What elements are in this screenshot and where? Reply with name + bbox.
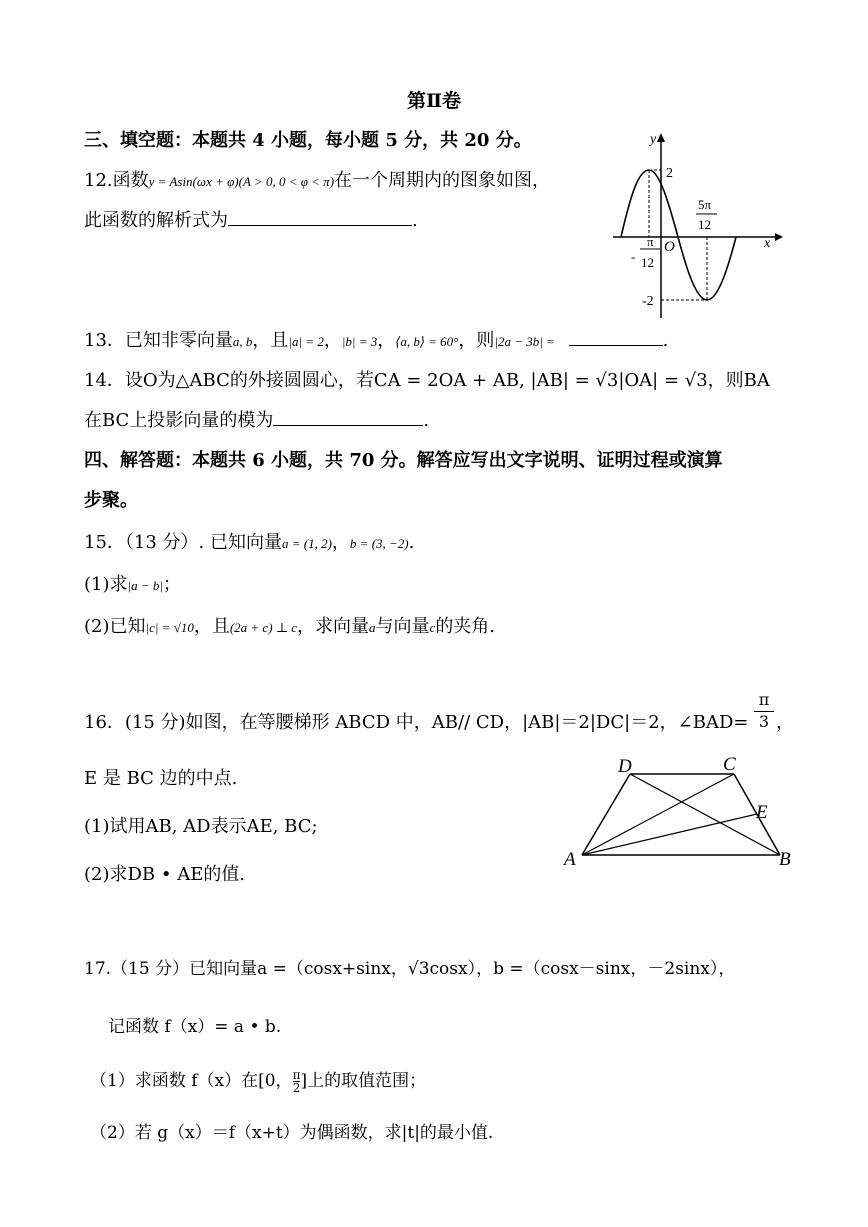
q15-p2-mid3: 与向量 [375, 616, 430, 637]
q12-formula: y = Asin(ωx + φ)(A > 0, 0 < φ < π) [148, 174, 335, 189]
q12-sine-graph [610, 128, 790, 318]
label-e: E [756, 802, 768, 823]
q14-line1: 14．设O为△ABC的外接圆圆心，若CA = 2OA + AB, |AB| = √3|OA| = √3，则BA [84, 370, 770, 391]
q15-p2-a: a [369, 620, 376, 635]
q17-p1-prefix: （1）求函数 f（x）在[0， [90, 1071, 293, 1091]
q13-cond1: |a| = 2 [288, 334, 324, 349]
q15-p1-expr: |a − b| [127, 578, 163, 593]
q15-vec-a: a = (1, 2) [281, 536, 332, 551]
label-a: A [564, 849, 576, 870]
q17-p1-frac-den: 2 [292, 1081, 301, 1095]
q15-p2-mid2: ，求向量 [297, 616, 370, 637]
origin-label: O [664, 239, 675, 255]
left-tick-denominator: 12 [641, 255, 654, 270]
q15-p1-end: ； [162, 574, 181, 595]
section-4-heading-line2: 步聚。 [84, 490, 138, 511]
q13-prefix: 13．已知非零向量 [84, 330, 233, 351]
q12-answer-blank [228, 209, 412, 226]
q13-expr: |2a − 3b| = [494, 334, 555, 349]
q17-line2: 记函数 f（x）= a • b. [108, 1017, 282, 1037]
q14-line2-text: 在BC上投影向量的模为 [84, 410, 274, 431]
q15-sep: ， [331, 532, 350, 553]
q15-p2-end: 的夹角. [435, 616, 496, 637]
q15-p2-prefix: (2)已知 [84, 616, 146, 637]
q13-cond2: |b| = 3 [341, 334, 378, 349]
q12-line1 [84, 166, 550, 192]
q12-prefix: 12.函数 [84, 170, 149, 191]
label-b: B [779, 849, 791, 870]
q15-part2 [84, 612, 495, 638]
q16-frac-den: 3 [754, 711, 774, 731]
min-value-label: -2 [642, 294, 654, 309]
q16-part2: (2)求DB • AE的值. [84, 864, 246, 885]
q15-prefix: 15．（13 分）. 已知向量 [84, 532, 282, 553]
y-axis-label: y [650, 132, 657, 147]
section-4-heading-line1: 四、解答题：本题共 6 小题，共 70 分。解答应写出文字说明、证明过程或演算 [84, 450, 723, 471]
q16-trapezoid-figure [560, 752, 800, 877]
max-value-label: 2 [666, 166, 673, 181]
q15-p1-prefix: (1)求 [84, 574, 128, 595]
q16-line1 [84, 708, 748, 734]
left-tick-sign: - [631, 249, 636, 264]
q16-line1-end: ， [776, 712, 794, 733]
q13-vars: a, b [232, 334, 253, 349]
q16-frac [754, 690, 774, 731]
q17-p1-frac-num: π [292, 1068, 301, 1082]
q15-p2-mid: ，且 [193, 616, 230, 637]
y-axis-arrow-icon [657, 133, 665, 142]
q16-frac-num: π [758, 690, 770, 709]
q13-sep1: ， [323, 330, 342, 351]
q12-line2-text: 此函数的解析式为 [84, 210, 228, 231]
label-c: C [723, 754, 736, 775]
q12-suffix: 在一个周期内的图象如图， [334, 170, 551, 191]
q15-p2-expr1: |c| = √10 [145, 620, 194, 635]
q12-end: . [412, 210, 418, 231]
page-title: 第Ⅱ卷 [406, 90, 461, 112]
right-tick-numerator: 5π [698, 197, 712, 212]
segment-ac [582, 774, 734, 855]
q13-end: . [662, 330, 669, 351]
q16-line2: E 是 BC 边的中点. [84, 768, 238, 789]
q17-part2: （2）若 g（x）＝f（x+t）为偶函数，求|t|的最小值. [90, 1123, 494, 1143]
q15-part1 [84, 570, 181, 596]
label-d: D [618, 756, 632, 777]
q15-p2-expr2: (2a + c) ⊥ c [229, 620, 298, 635]
q13-cond3: ⟨a, b⟩ = 60° [395, 334, 459, 349]
q16-line1-text: 16．(15 分)如图，在等腰梯形 ABCD 中，AB// CD，|AB|＝2|DC|＝2，∠BAD= [84, 712, 749, 733]
q15-vec-b: b = (3, −2) [349, 536, 409, 551]
q12-line2 [84, 206, 418, 232]
x-axis-arrow-icon [775, 233, 783, 241]
q17-p1-suffix: ]上的取值范围； [300, 1071, 427, 1091]
left-tick-numerator: π [647, 234, 654, 249]
section-3-heading: 三、填空题：本题共 4 小题，每小题 5 分，共 20 分。 [84, 130, 532, 151]
q15-line1 [84, 528, 414, 554]
q15-p2-c: c [429, 620, 436, 635]
q13-sep2: ， [377, 330, 396, 351]
segment-ae [582, 814, 757, 855]
q16-part1: (1)试用AB, AD表示AE, BC; [84, 816, 318, 837]
q14-line2 [84, 406, 429, 432]
q13-c2: ，则 [458, 330, 495, 351]
q13-line [84, 326, 668, 352]
q15-line1-end: . [408, 532, 415, 553]
q13-answer-blank [569, 329, 663, 346]
q13-c1: ，且 [252, 330, 289, 351]
q17-line1: 17.（15 分）已知向量a =（cosx+sinx，√3cosx），b =（cosx－sinx，－2sinx）， [84, 959, 736, 979]
q17-part1 [90, 1066, 426, 1094]
right-tick-denominator: 12 [698, 217, 711, 232]
x-axis-label: x [764, 236, 771, 251]
sine-curve [621, 170, 736, 300]
q14-end: . [423, 410, 430, 431]
q14-answer-blank [273, 409, 423, 426]
